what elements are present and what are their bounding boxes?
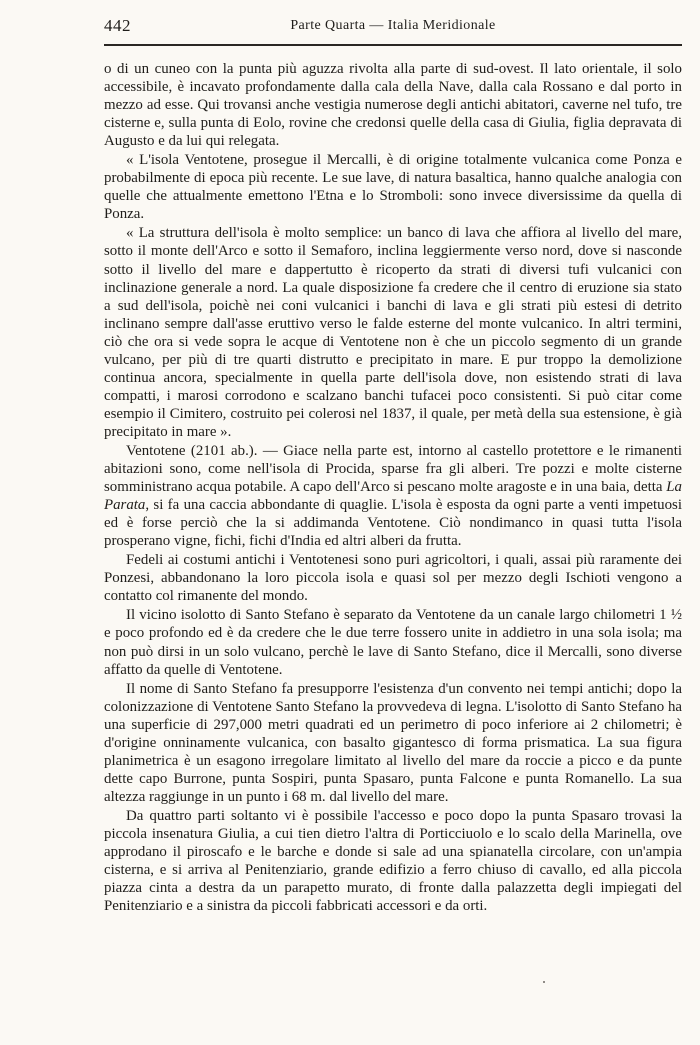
running-head: Parte Quarta — Italia Meridionale [290, 18, 496, 33]
paragraph-santo-stefano-name: Il nome di Santo Stefano fa presupporre l'esistenza d'un convento nei tempi antichi; dopo la colonizzazione di Ventotene Santo Stefano la provvedeva di legna. L'isolotto di Santo Stefano ha una superficie di 297,000 metri quadrati ed un perimetro di poco inferiore ai 2 chilometri; è d'origine onninamente vulcanica, con basalto gigantesco di forma prismatica. La sua figura planimetrica è un esagono irregolare limitato al livello del mare da roccie a picco e da punte dette capo Burrone, punta Sospiri, punta Spasaro, punta Falcone e punta Romanello. La sua altezza raggiunge in un punto i 68 m. dal livello del mare. [104, 680, 682, 805]
paragraph-access: Da quattro parti soltanto vi è possibile l'accesso e poco dopo la punta Spasaro trovasi la piccola insenatura Giulia, a cui tien dietro l'altra di Porticciuolo e lo scalo della Marinella, ove approdano il piroscafo e le barche e donde si sale ad una spianatella circolare, con un'ampia cisterna, e si arriva al Penitenziario, grande edifizio a ferro chiuso di cavallo, ed alla piccola piazza cinta a destra da un parapetto murato, di fronte dalla palazzetta degli impiegati del Penitenziario e a sinistra da piccoli fabbricati accessori e da orti. [104, 807, 682, 915]
paragraph-island-structure: « La struttura dell'isola è molto semplice: un banco di lava che affiora al livello del mare, sotto il monte dell'Arco e sotto il Semaforo, inclina leggiermente verso nord, dove si nasconde sotto il livello del mare e dappertutto è ricoperto da strati di diversi tufi vulcanici con inclinazione generale a nord. La quale disposizione fa credere che il centro di eruzione sia stato a sud dell'isola, poichè nei coni vulcanici i banchi di lava e gli strati più estesi di detrito inclinano sempre dall'asse eruttivo verso le falde esterne del monte vulcanico. In altri termini, ciò che ora si vede sopra le acque di Ventotene non è che un piccolo segmento di un grande vulcano, per più di tre quarti distrutto e precipitato in mare. E pur troppo la demolizione continua ancora, specialmente in quella parte dell'isola dove, non esistendo strati di lava compatti, i marosi corrodono e scalzano banchi tufacei poco consistenti. Si può citar come esempio il Cimitero, costruito pei colerosi nel 1837, il quale, per metà della sua estensione, è già precipitato in mare ». [104, 225, 682, 440]
page-header [104, 14, 682, 40]
page-number: 442 [104, 16, 131, 35]
paragraph-santo-stefano-channel: Il vicino isolotto di Santo Stefano è separato da Ventotene da un canale largo chilometri 1 ½ e poco profondo ed è da credere che le due terre fossero unite in addietro in una sola isola; ma non può dirsi in un solo vulcano, perchè le lave di Santo Stefano, dice il Mercalli, sono diverse affatto da quelle di Ventotene. [104, 607, 682, 678]
paragraph-ventotene-italic: La Parata [104, 479, 682, 514]
paragraph-ventotene-text-before: Ventotene (2101 ab.). — Giace nella parte est, intorno al castello protettore e le rimanenti abitazioni sono, come nell'isola di Procida, sparse fra gli alberi. Tre pozzi e molte cisterne somministrano acqua potabile. A capo dell'Arco si pescano molte aragoste e in una baia, detta [104, 442, 682, 496]
paragraph-ventotene [104, 442, 682, 550]
paragraph-ventotenesi: Fedeli ai costumi antichi i Ventotenesi sono puri agricoltori, i quali, assai più raramente dei Ponzesi, abbandonano la loro piccola isola e quasi sol per mezzo degli Ischioti vengono a contatto col rimanente del mondo. [104, 552, 682, 605]
paragraph-ventotene-text-after: , si fa una caccia abbondante di quaglie. L'isola è esposta da ogni parte a venti impetuosi ed è forse perciò che la si addimanda Ventotene. Ciò nondimanco in quasi tutta l'isola prosperano vigne, fichi, fichi d'India ed altri alberi da frutta. [104, 497, 682, 550]
paragraph-continuation: o di un cuneo con la punta più aguzza rivolta alla parte di sud-ovest. Il lato orientale, il solo accessibile, è incavato profondamente dalla cala della Nave, dalla cala Rossano e dal porto in mezzo ad esse. Qui trovansi anche vestigia numerose degli antichi abitatori, caverne nel tufo, tre cisterne e, sulla punta di Eolo, rovine che credonsi quelle della casa di Giulia, figlia depravata di Augusto e da lui qui relegata. [104, 61, 682, 150]
body-text [104, 60, 682, 916]
paragraph-mercalli-origin: « L'isola Ventotene, prosegue il Mercalli, è di origine totalmente vulcanica come Ponza e probabilmente di epoca più recente. Le sue lave, di natura basaltica, hanno qualche analogia con quelle che attualmente emettono l'Etna e lo Stromboli: sono invece diversissime da quella di Ponza. [104, 152, 682, 223]
print-speck [543, 981, 545, 983]
header-rule [104, 44, 682, 46]
